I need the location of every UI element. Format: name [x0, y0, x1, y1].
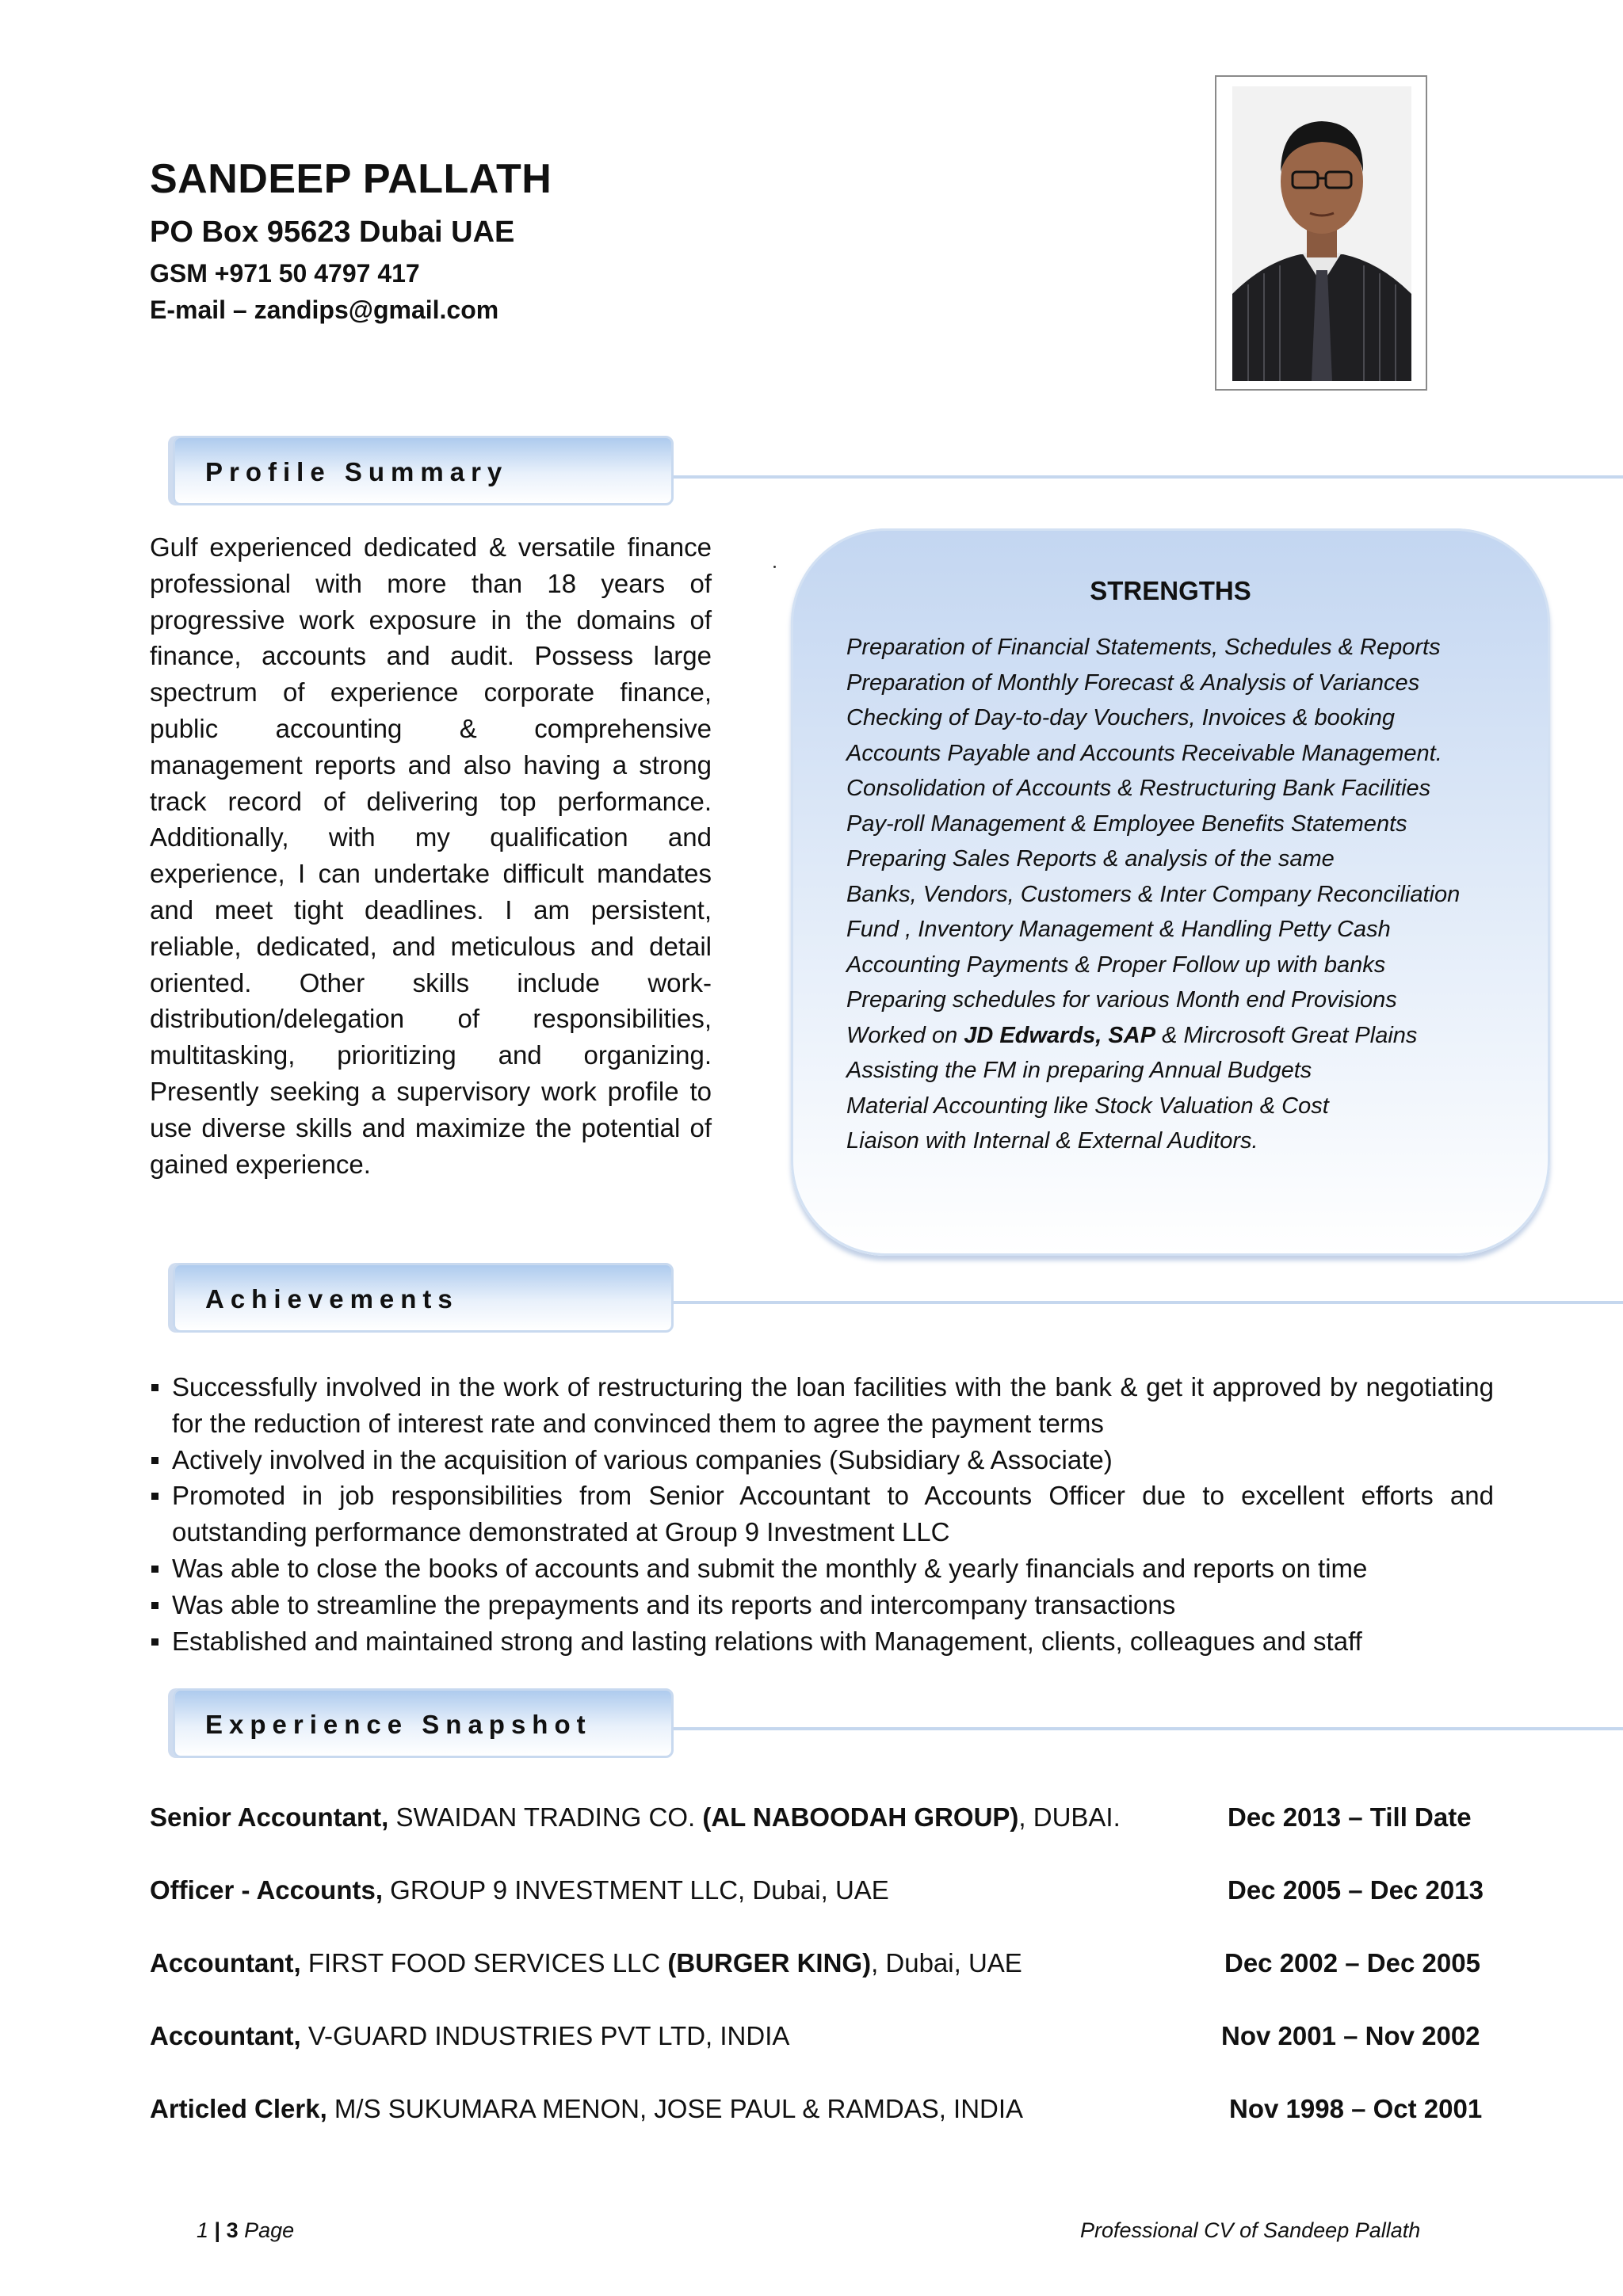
job-dates: Dec 2013 – Till Date: [1228, 1802, 1472, 1832]
page-separator: |: [208, 2218, 227, 2242]
strength-item: Material Accounting like Stock Valuation & Cost: [846, 1093, 1329, 1119]
achievement-item: Was able to streamline the prepayments and its reports and intercompany transactions: [150, 1587, 1494, 1623]
footer-caption: Professional CV of Sandeep Pallath: [1080, 2218, 1421, 2242]
strengths-box: [791, 528, 1550, 1256]
achievements-list: [150, 1369, 1494, 1659]
strength-item: Preparing schedules for various Month end Provisions: [846, 987, 1397, 1013]
achievements-header: [173, 1263, 674, 1333]
phone-number: GSM +971 50 4797 417: [150, 259, 420, 288]
strength-item: Consolidation of Accounts & Restructuring Bank Facilities: [846, 776, 1431, 801]
job-title: Articled Clerk,: [150, 2094, 327, 2123]
profile-summary-title: Profile Summary: [205, 457, 509, 486]
experience-row: [150, 2094, 1497, 2130]
strength-item: Pay-roll Management & Employee Benefits Statements: [846, 810, 1407, 837]
achievements-title: Achievements: [205, 1284, 459, 1314]
achievement-item: Successfully involved in the work of restructuring the loan facilities with the bank & get it approved by negotiating for the reduction of interest rate and convinced them to agree the payment terms: [150, 1369, 1494, 1442]
profile-photo: [1215, 75, 1427, 391]
page-current: 1: [197, 2218, 209, 2242]
strength-item: Preparing Sales Reports & analysis of the same: [846, 846, 1335, 871]
strength-item: Accounting Payments & Proper Follow up with banks: [846, 952, 1386, 978]
section-divider: [674, 475, 1623, 479]
strength-item: Preparation of Monthly Forecast & Analysis of Variances: [846, 669, 1420, 696]
erp-suffix: & Mircrosoft Great Plains: [1155, 1022, 1418, 1048]
page-total: 3: [226, 2218, 239, 2242]
strengths-title: STRENGTHS: [1090, 576, 1251, 605]
job-company-group: (AL NABOODAH GROUP): [702, 1802, 1019, 1832]
experience-header: [173, 1688, 674, 1758]
section-divider: [674, 1727, 1623, 1730]
achievement-item: Actively involved in the acquisition of various companies (Subsidiary & Associate): [150, 1442, 1494, 1478]
job-company: SWAIDAN TRADING CO.: [388, 1802, 703, 1832]
job-company: FIRST FOOD SERVICES LLC: [300, 1948, 668, 1978]
profile-summary-header: [173, 436, 674, 505]
job-company: V-GUARD INDUSTRIES PVT LTD, INDIA: [300, 2021, 790, 2050]
job-title: Senior Accountant,: [150, 1802, 389, 1832]
profile-summary-text: Gulf experienced dedicated & versatile finance professional with more than 18 years of progressive work exposure in the domains of finance, accounts and audit. Possess large spectrum of experience corporate finance, public accounting & comprehensive management reports and also having a strong track record of delivering top performance. Additionally, with my qualification and experience, I can undertake difficult mandates and meet tight deadlines. I am persistent, reliable, dedicated, and meticulous and detail oriented. Other skills include work-distribution/delegation of responsibilities, multitasking, prioritizing and organizing. Presently seeking a supervisory work profile to use diverse skills and maximize the potential of gained experience.: [150, 532, 712, 1179]
job-dates: Dec 2005 – Dec 2013: [1228, 1875, 1484, 1905]
job-title: Officer - Accounts,: [150, 1875, 383, 1905]
job-location: , DUBAI.: [1018, 1802, 1121, 1832]
job-dates: Nov 1998 – Oct 2001: [1229, 2094, 1483, 2123]
section-divider: [674, 1301, 1623, 1304]
job-title: Accountant,: [150, 2021, 301, 2050]
strength-item: Banks, Vendors, Customers & Inter Company Reconciliation: [846, 881, 1461, 907]
strength-item: Fund , Inventory Management & Handling Petty Cash: [846, 917, 1391, 942]
experience-row: [150, 1948, 1497, 1985]
experience-title: Experience Snapshot: [205, 1710, 592, 1739]
experience-row: [150, 1802, 1497, 1839]
portrait-image: [1232, 86, 1411, 381]
job-dates: Dec 2002 – Dec 2005: [1224, 1948, 1480, 1978]
achievement-item: Promoted in job responsibilities from Senior Accountant to Accounts Officer due to excellent efforts and outstanding performance demonstrated at Group 9 Investment LLC: [150, 1478, 1494, 1550]
job-location: , Dubai, UAE: [871, 1948, 1022, 1978]
job-company: GROUP 9 INVESTMENT LLC, Dubai, UAE: [383, 1875, 889, 1905]
strength-item: Checking of Day-to-day Vouchers, Invoices & booking: [846, 705, 1396, 730]
achievement-item: Was able to close the books of accounts and submit the monthly & yearly financials and reports on time: [150, 1550, 1494, 1587]
job-company: M/S SUKUMARA MENON, JOSE PAUL & RAMDAS, INDIA: [327, 2094, 1024, 2123]
email-address: E-mail – zandips@gmail.com: [150, 296, 499, 324]
experience-row: [150, 2021, 1497, 2058]
page-number: [197, 2218, 294, 2243]
strength-item: Preparation of Financial Statements, Schedules & Reports: [846, 635, 1441, 660]
address: PO Box 95623 Dubai UAE: [150, 215, 515, 249]
erp-systems: JD Edwards, SAP: [964, 1022, 1156, 1048]
page-word: Page: [238, 2218, 295, 2242]
strengths-list: [846, 630, 1460, 1159]
strength-item-erp: [846, 1018, 1460, 1054]
job-dates: Nov 2001 – Nov 2002: [1221, 2021, 1480, 2050]
experience-row: [150, 1875, 1497, 1912]
achievement-item: Established and maintained strong and lasting relations with Management, clients, colleagues and staff: [150, 1623, 1494, 1660]
strength-item: Accounts Payable and Accounts Receivable Management.: [846, 740, 1442, 766]
candidate-name: SANDEEP PALLATH: [150, 156, 552, 202]
strength-item: Liaison with Internal & External Auditors.: [846, 1128, 1258, 1154]
job-title: Accountant,: [150, 1948, 301, 1978]
stray-dot: [773, 566, 776, 568]
strength-item: Assisting the FM in preparing Annual Budgets: [846, 1058, 1312, 1083]
erp-prefix: Worked on: [846, 1022, 964, 1048]
job-company-brand: (BURGER KING): [667, 1948, 872, 1978]
